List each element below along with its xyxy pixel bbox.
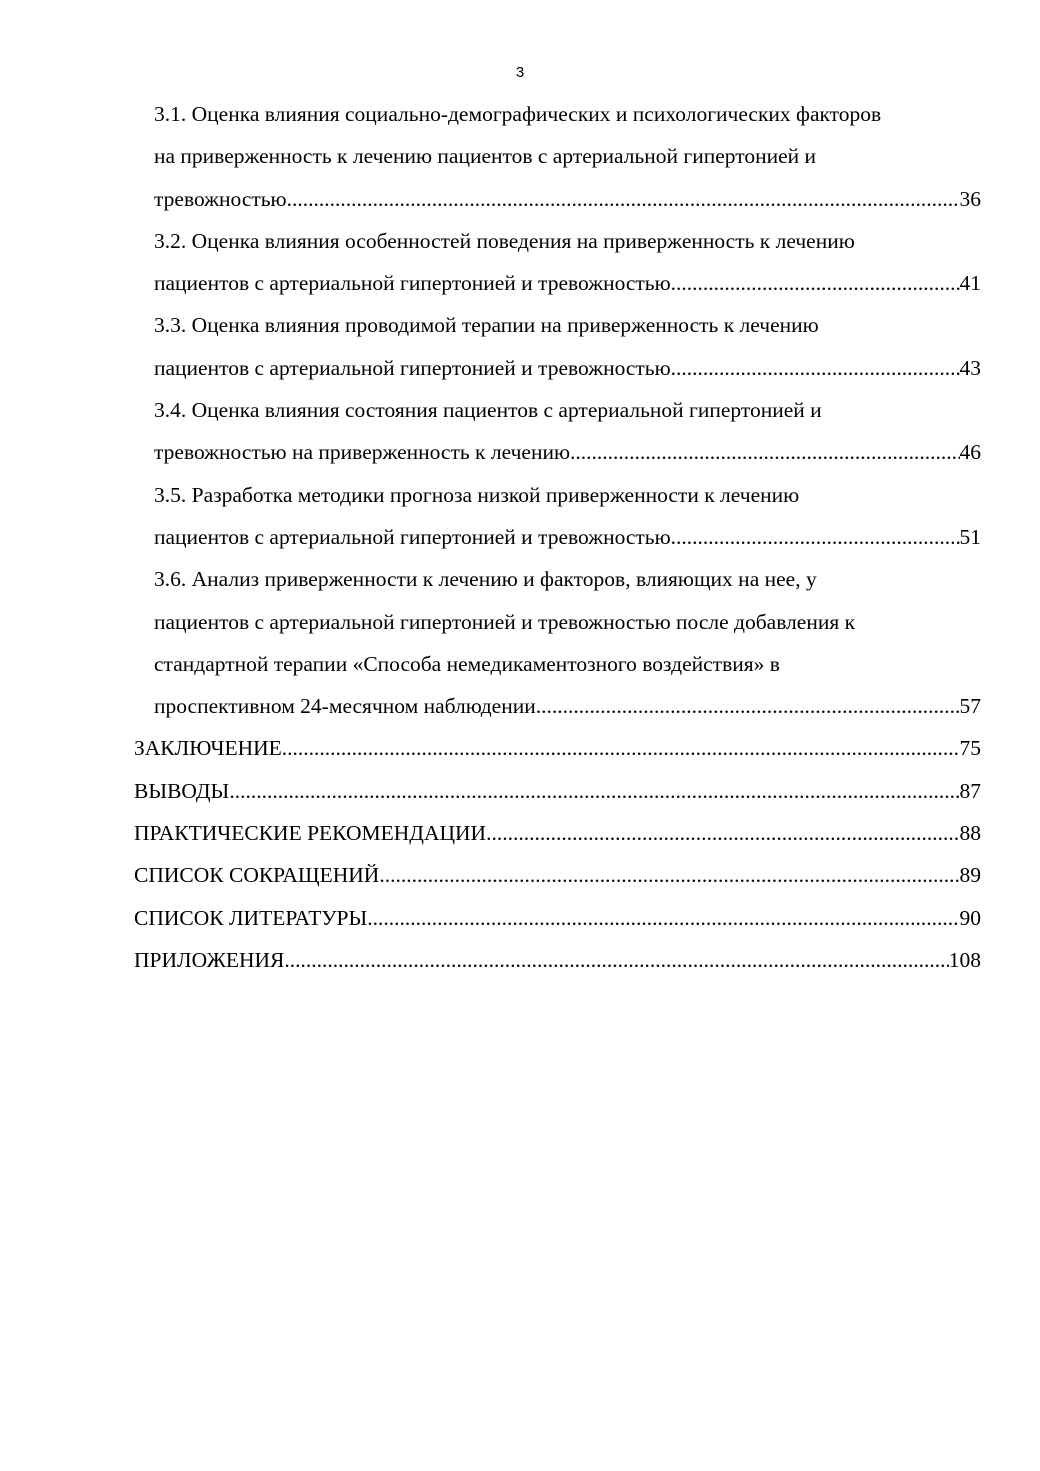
toc-page-number: 88 [959, 821, 981, 846]
toc-page-number: 75 [959, 736, 981, 761]
dot-leader [282, 727, 960, 769]
toc-page-number: 89 [959, 863, 981, 888]
toc-entry-findings[interactable] [134, 770, 981, 812]
toc-entry-appendices[interactable] [134, 939, 981, 981]
dot-leader [671, 262, 960, 304]
toc-page-number: 46 [959, 440, 981, 465]
toc-page-number: 87 [959, 778, 981, 803]
toc-entry-abbreviations[interactable] [134, 854, 981, 896]
toc-entry-line: 3.3. Оценка влияния проводимой терапии на приверженность к лечению [154, 313, 819, 338]
dot-leader [486, 812, 959, 854]
toc-entry-3-1[interactable] [154, 93, 981, 220]
table-of-contents [134, 93, 981, 981]
dot-leader [536, 685, 960, 727]
dot-leader [229, 770, 959, 812]
toc-entry-conclusion[interactable] [134, 727, 981, 769]
toc-entry-title: ПРАКТИЧЕСКИЕ РЕКОМЕНДАЦИИ [134, 821, 487, 846]
toc-entry-line: пациентов с артериальной гипертонией и тревожностью после добавления к [154, 609, 856, 634]
toc-entry-line: на приверженность к лечению пациентов с артериальной гипертонией и [154, 144, 817, 169]
toc-entry-title: тревожностью [154, 186, 287, 211]
toc-entry-line: 3.4. Оценка влияния состояния пациентов с артериальной гипертонией и [154, 398, 822, 423]
toc-page-number: 36 [959, 186, 981, 211]
dot-leader [570, 431, 959, 473]
toc-page-number: 57 [959, 694, 981, 719]
toc-entry-references[interactable] [134, 897, 981, 939]
toc-page-number: 43 [959, 355, 981, 380]
toc-entry-title: ЗАКЛЮЧЕНИЕ [134, 736, 282, 761]
toc-entry-title: ПРИЛОЖЕНИЯ [134, 947, 285, 972]
toc-page-number: 90 [959, 905, 981, 930]
toc-entry-title: СПИСОК СОКРАЩЕНИЙ [134, 863, 380, 888]
dot-leader [367, 897, 959, 939]
toc-entry-line: 3.6. Анализ приверженности к лечению и факторов, влияющих на нее, у [154, 567, 817, 592]
toc-entry-3-4[interactable] [154, 389, 981, 474]
dot-leader [671, 516, 960, 558]
toc-entry-3-6[interactable] [154, 558, 981, 727]
toc-entry-title: пациентов с артериальной гипертонией и тревожностью [154, 355, 671, 380]
toc-entry-line: 3.1. Оценка влияния социально-демографических и психологических факторов [154, 102, 882, 126]
toc-entry-title: пациентов с артериальной гипертонией и тревожностью [154, 524, 671, 549]
toc-entry-3-5[interactable] [154, 474, 981, 559]
page-number: 3 [515, 64, 525, 81]
toc-entry-line: 3.5. Разработка методики прогноза низкой приверженности к лечению [154, 482, 800, 507]
toc-entry-3-2[interactable] [154, 220, 981, 305]
toc-entry-recommendations[interactable] [134, 812, 981, 854]
toc-entry-title: СПИСОК ЛИТЕРАТУРЫ [134, 905, 368, 930]
dot-leader [284, 939, 948, 981]
toc-page-number: 41 [959, 271, 981, 296]
dot-leader [671, 347, 960, 389]
toc-entry-title: ВЫВОДЫ [134, 778, 230, 803]
dot-leader [287, 178, 960, 220]
dot-leader [379, 854, 959, 896]
toc-entry-3-3[interactable] [154, 304, 981, 389]
toc-entry-line: 3.2. Оценка влияния особенностей поведения на приверженность к лечению [154, 228, 855, 253]
toc-entry-title: проспективном 24-месячном наблюдении [154, 694, 536, 719]
toc-page-number: 51 [959, 524, 981, 549]
toc-entry-line: стандартной терапии «Способа немедикаментозного воздействия» в [154, 651, 780, 676]
toc-entry-title: тревожностью на приверженность к лечению [154, 440, 571, 465]
toc-page-number: 108 [948, 947, 981, 972]
toc-entry-title: пациентов с артериальной гипертонией и тревожностью [154, 271, 671, 296]
